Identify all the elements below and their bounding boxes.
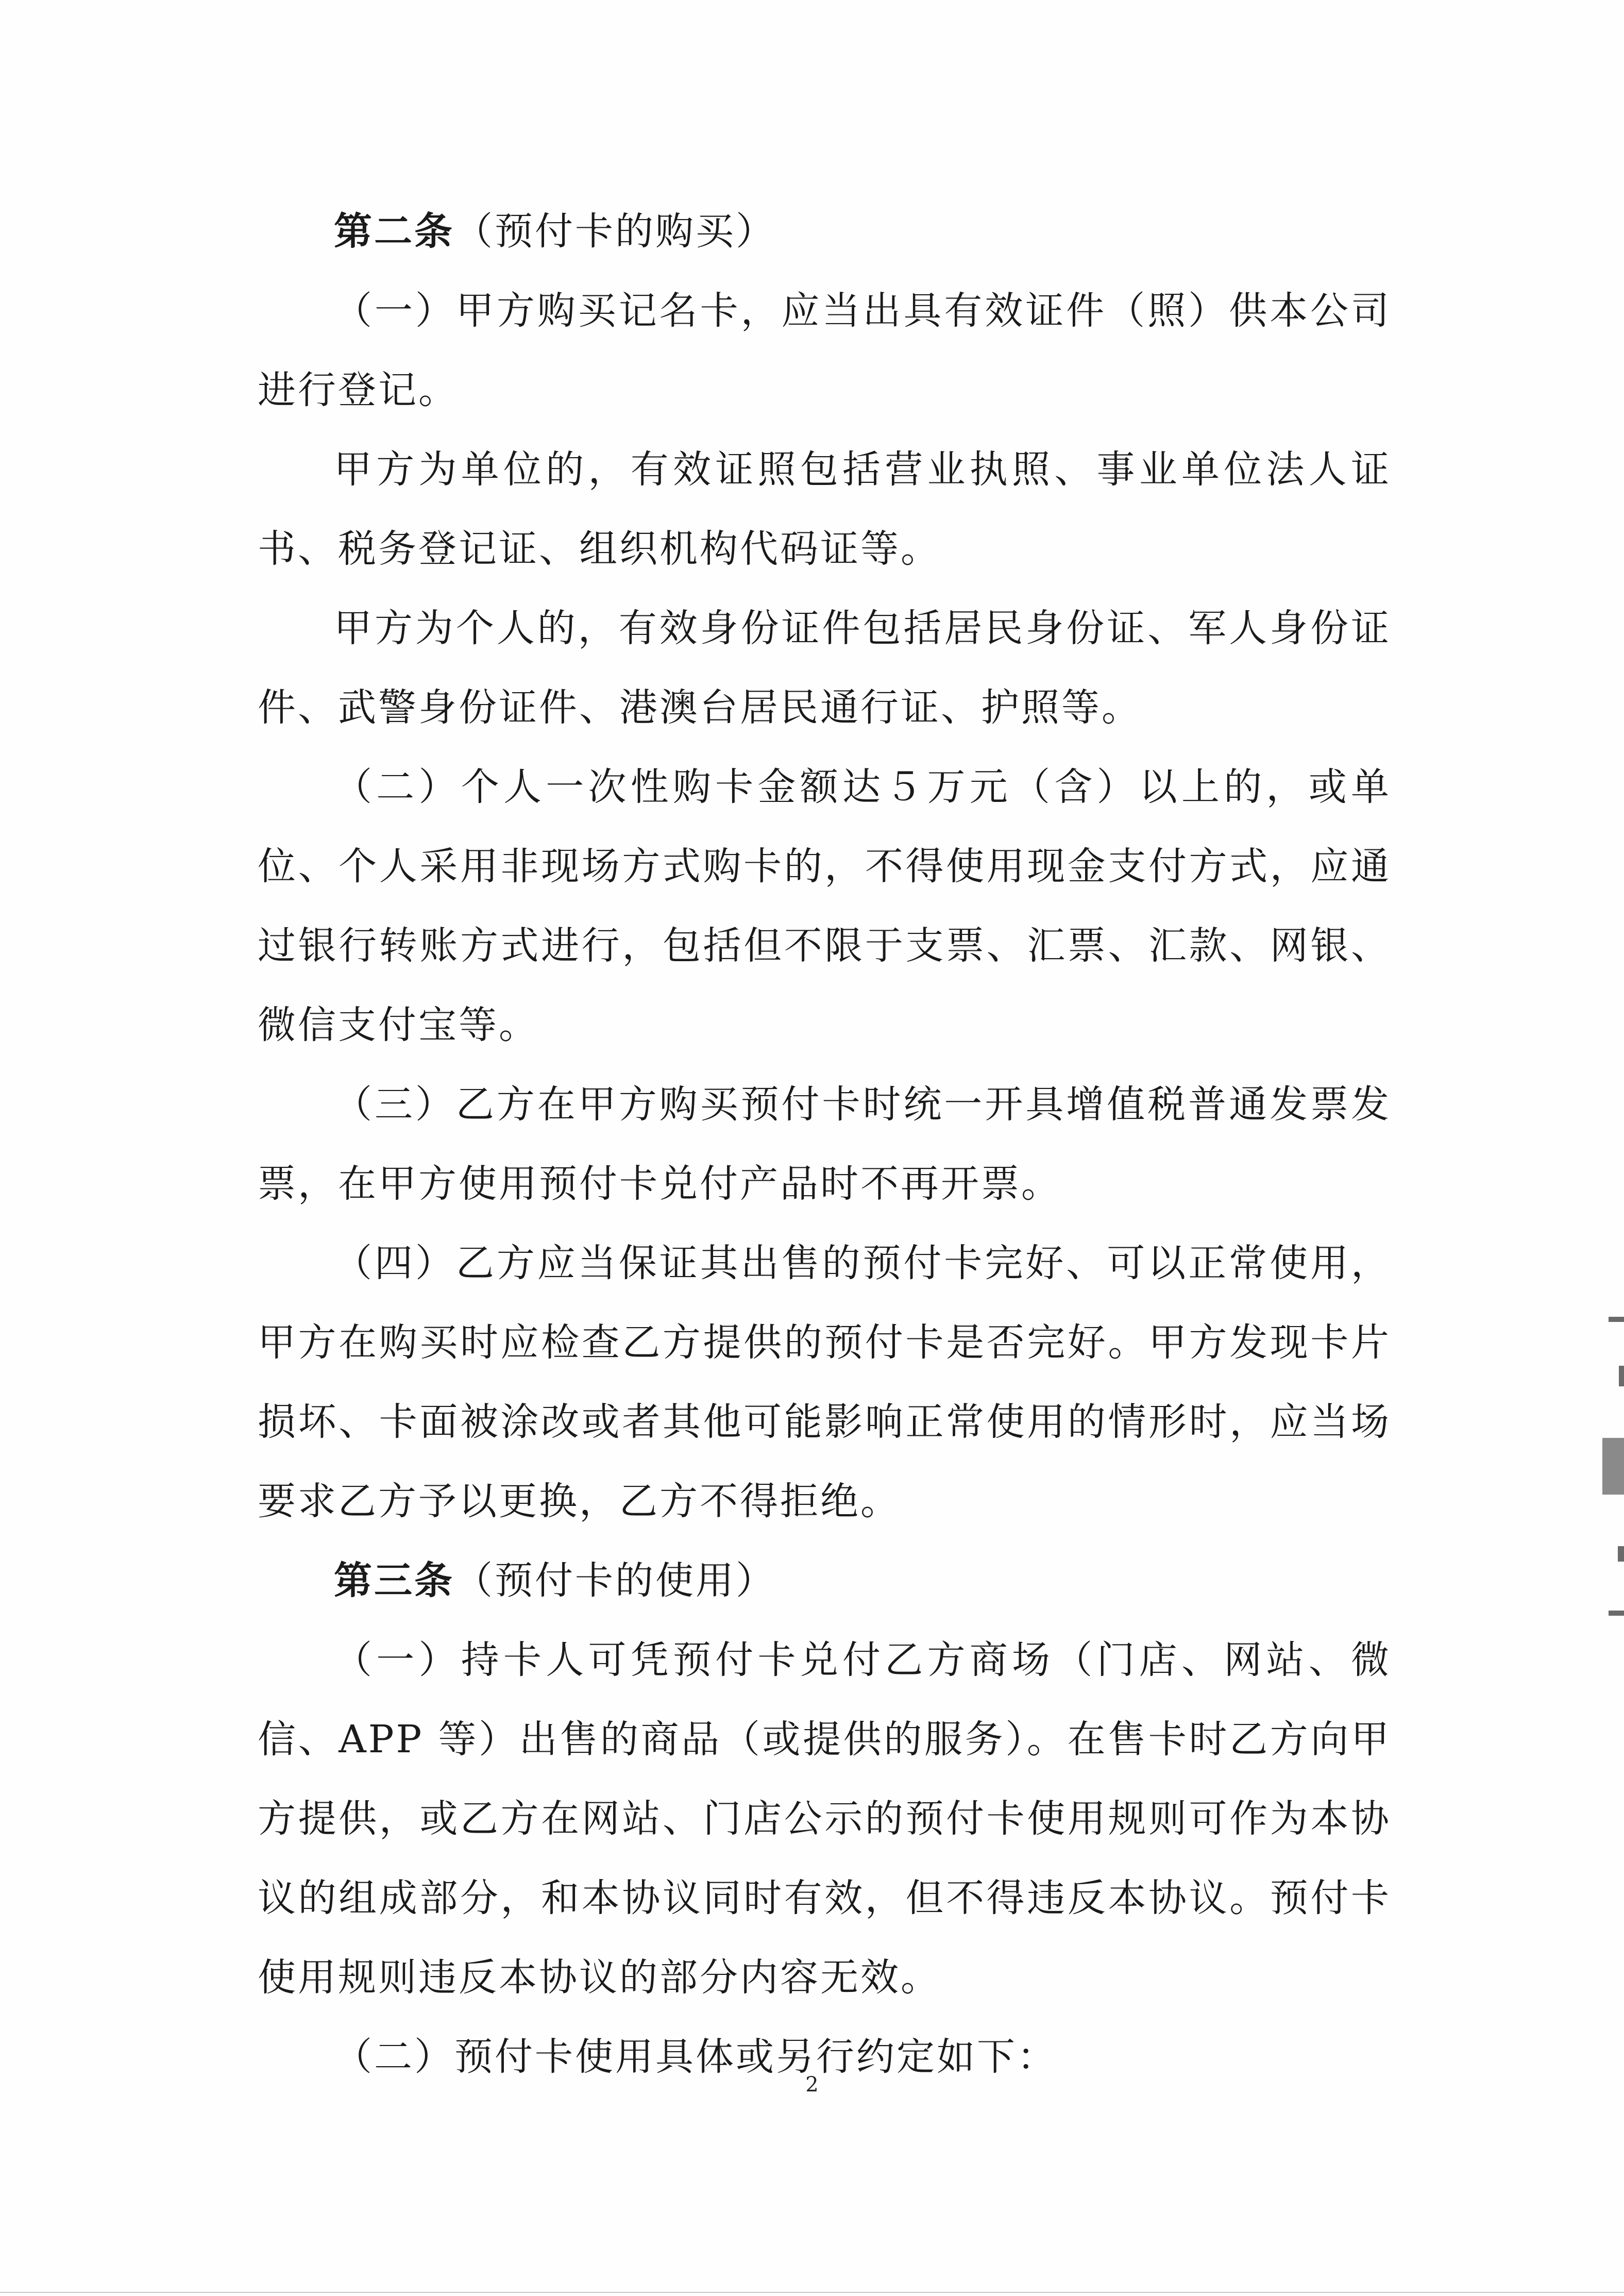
- article-2-paragraph-5: （三）乙方在甲方购买预付卡时统一开具增值税普通发票发票，在甲方使用预付卡兑付产品时不再开票。: [258, 1082, 1391, 1206]
- article-2-paragraph-6: （四）乙方应当保证其出售的预付卡完好、可以正常使用，甲方在购买时应检查乙方提供的预付卡是否完好。甲方发现卡片损坏、卡面被涂改或者其他可能影响正常使用的情形时，应当场要求乙方予以更换，乙方不得拒绝。: [258, 1241, 1391, 1523]
- document-body: [258, 192, 1391, 2097]
- article-2-paragraph-1: （一）甲方购买记名卡，应当出具有效证件（照）供本公司进行登记。: [258, 289, 1391, 412]
- article-2-title: （预付卡的购买）: [454, 209, 776, 254]
- article-2-paragraph-2: 甲方为单位的，有效证照包括营业执照、事业单位法人证书、税务登记证、组织机构代码证等。: [258, 447, 1391, 571]
- scan-edge-mark: [1602, 1438, 1624, 1495]
- article-3-title: （预付卡的使用）: [454, 1558, 776, 1603]
- article-2-number: 第二条: [334, 209, 454, 254]
- scan-edge-mark: [1619, 1366, 1624, 1386]
- article-3-paragraph-1: （一）持卡人可凭预付卡兑付乙方商场（门店、网站、微信、APP 等）出售的商品（或提供的服务）。在售卡时乙方向甲方提供，或乙方在网站、门店公示的预付卡使用规则可作为本协议的组成部分，和本协议同时有效，但不得违反本协议。预付卡使用规则违反本协议的部分内容无效。: [258, 1638, 1391, 2000]
- article-3-number: 第三条: [334, 1558, 454, 1603]
- article-3-paragraph-2: （二）预付卡使用具体或另行约定如下：: [334, 2035, 1057, 2079]
- article-3-heading: [258, 1541, 1391, 1620]
- scan-edge-mark: [1618, 1546, 1624, 1562]
- scan-edge-mark: [1609, 1317, 1624, 1322]
- article-2-heading: [258, 192, 1391, 271]
- article-2-paragraph-3: 甲方为个人的，有效身份证件包括居民身份证、军人身份证件、武警身份证件、港澳台居民通行证、护照等。: [258, 606, 1391, 730]
- scan-bottom-edge: [0, 2292, 1624, 2293]
- page-number: 2: [805, 2073, 819, 2097]
- scan-edge-mark: [1609, 1611, 1624, 1616]
- article-2-paragraph-4: （二）个人一次性购卡金额达５万元（含）以上的，或单位、个人采用非现场方式购卡的，不得使用现金支付方式，应通过银行转账方式进行，包括但不限于支票、汇票、汇款、网银、微信支付宝等。: [258, 765, 1391, 1047]
